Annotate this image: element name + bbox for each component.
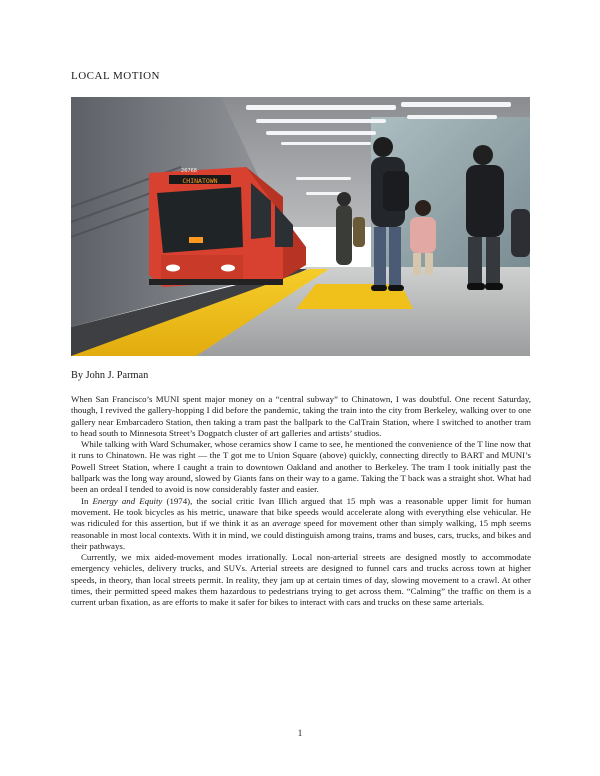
paragraph-1: When San Francisco’s MUNI spent major money on a “central subway” to Chinatown, I was doubtful. One recent Saturday, though, I revived the gallery-hopping I did before the pandemic, taking the train into the city from Berkeley, walking over to one gallery near Embarcadero Station, then taking a tram past the ballpark to the CalTrain Station, where I switched to another tram to head south to Minnesota Street’s Dogpatch cluster of art galleries and artists’ studios. (71, 394, 531, 438)
train-destination-sign: CHINATOWN (182, 177, 218, 185)
paragraph-3-end: speed for movement other than simply walking, 15 mph seems reasonable in most local contexts. With it in mind, we could distinguish among trains, trams and buses, cars, trucks, and bikes and their pathways. (71, 518, 532, 551)
paragraph-3-start: In (81, 495, 93, 506)
paragraph-2: While talking with Ward Schumaker, whose ceramics show I came to see, he mentioned the convenience of the T line now that it runs to Chinatown. He was right — the T got me to Union Square (above) quickly, connecting directly to BART and MUNI’s Powell Street Station, where I caught a train to downtown Oakland and another to Berkeley. The tram I took initially past the ballpark was the long way around, slowed by Giants fans on their way to a game. Taking the T back was a straight shot. What had been an ordeal I tended to avoid is now considerably faster and easier. (71, 439, 531, 495)
paragraph-3 (71, 496, 531, 552)
subway-station-photo (71, 97, 530, 356)
page-number: 1 (297, 728, 303, 738)
paragraph-4: Currently, we mix aided-movement modes irrationally. Local non-arterial streets are designed mostly to accommodate emergency vehicles, delivery trucks, and SUVs. Arterial streets are designed to funnel cars and trucks across town at higher speeds, in theory, than local streets permit. In reality, they jam up at certain times of day, slowing movement to a crawl. At other times, their permitted speed makes them hazardous to pedestrians trying to get across them. “Calming” the traffic on them is a current urban fixation, as are efforts to make it safer for bikes to interact with cars and trucks on these same arterials. (71, 552, 531, 608)
emphasis-average: average (272, 518, 301, 529)
article-heading: LOCAL MOTION (71, 70, 160, 82)
paragraph-3-middle: (1974), the social critic Ivan Illich argued that 15 mph was a reasonable upper limit for human movement. He took bicycles as his metric, unaware that bike speeds would accelerate along with everything else vehicular. He was ridiculed for this assertion, but if we think it as an (71, 495, 532, 529)
book-title: Energy and Equity (92, 495, 163, 506)
train-number: 26768 (181, 168, 197, 174)
article-body (71, 394, 531, 609)
byline: By John J. Parman (71, 370, 149, 381)
